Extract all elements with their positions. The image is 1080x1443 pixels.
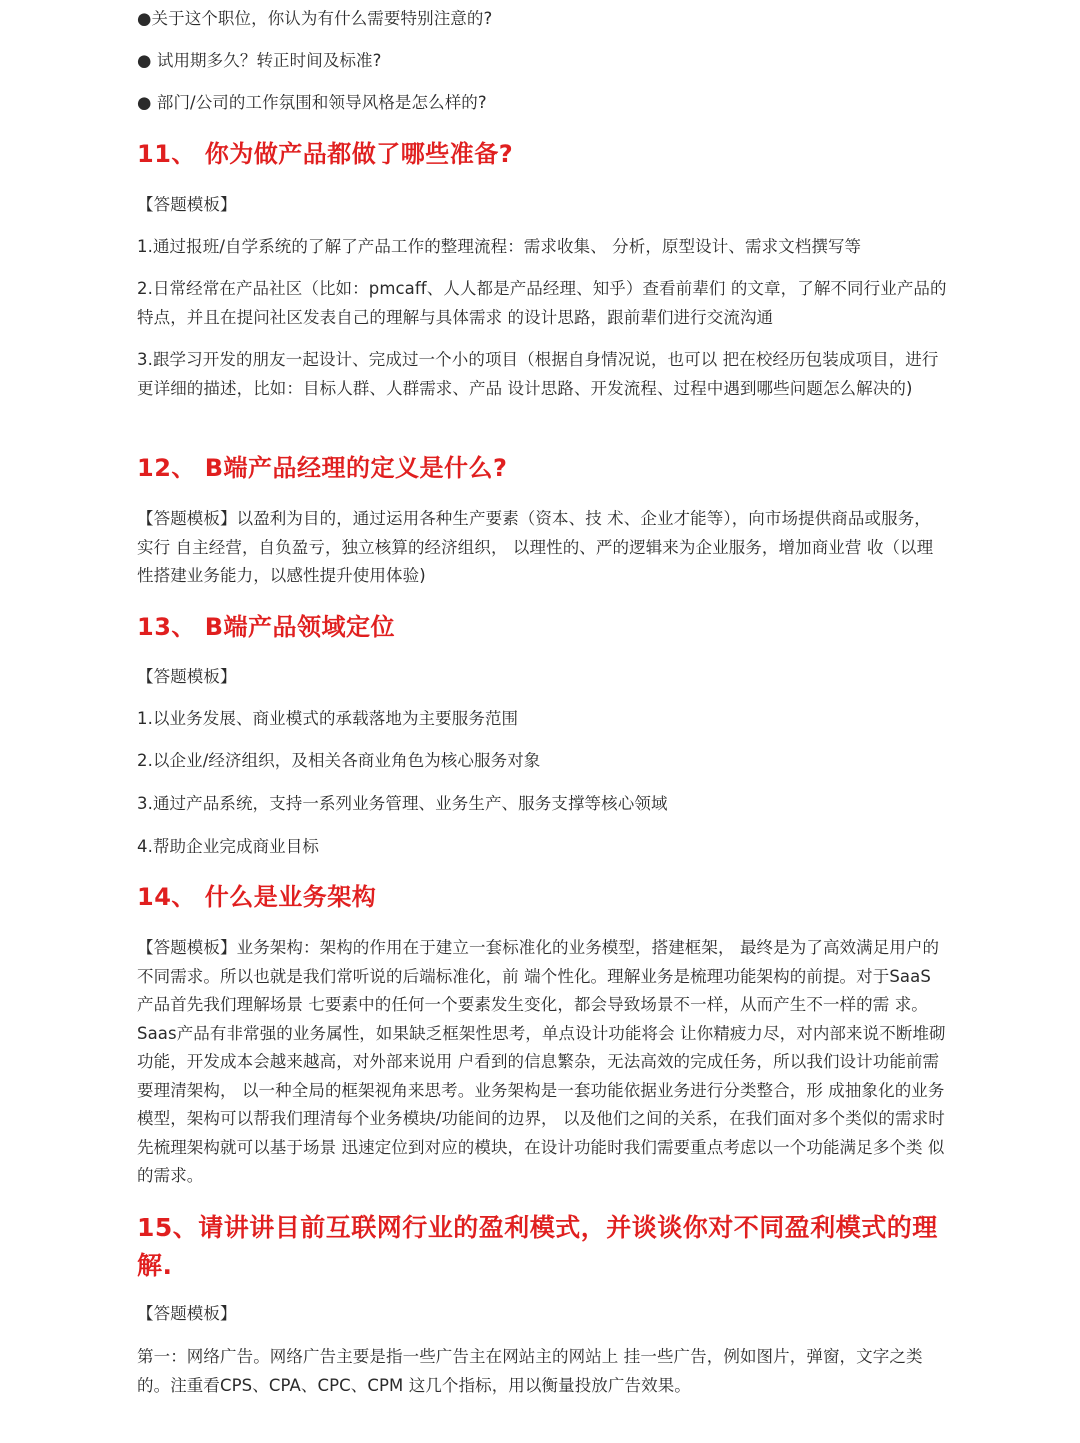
bullet-line: ●关于这个职位，你认为有什么需要特别注意的? <box>137 9 493 28</box>
question-12-heading: 12、 B端产品经理的定义是什么? <box>137 454 508 482</box>
answer-template-label: 【答题模板】 <box>137 667 237 686</box>
answer-point: 2.日常经常在产品社区（比如：pmcaff、人人都是产品经理、知乎）查看前辈们 的文章，了解不同行业产品的特点，并且在提问社区发表自己的理解与具体需求 的设计思路，跟前辈们进行交流沟通 <box>137 279 947 327</box>
question-14-heading: 14、 什么是业务架构 <box>137 883 377 911</box>
answer-paragraph: 【答题模板】业务架构：架构的作用在于建立一套标准化的业务模型，搭建框架， 最终是为了高效满足用户的不同需求。所以也就是我们常听说的后端标准化，前 端个性化。理解业务是梳理功能架构的前提。对于SaaS产品首先我们理解场景 七要素中的任何一个要素发生变化，都会导致场景不一样，从而产生不一样的需 求。Saas产品有非常强的业务属性，如果缺乏框架性思考，单点设计功能将会 让你精疲力尽，对内部来说不断堆砌功能，开发成本会越来越高，对外部来说用 户看到的信息繁杂，无法高效的完成任务，所以我们设计功能前需要理清架构， 以一种全局的框架视角来思考。业务架构是一套功能依据业务进行分类整合，形 成抽象化的业务模型，架构可以帮我们理清每个业务模块/功能间的边界， 以及他们之间的关系，在我们面对多个类似的需求时先梳理架构就可以基于场景 迅速定位到对应的模块，在设计功能时我们需要重点考虑以一个功能满足多个类 似的需求。 <box>137 938 946 1185</box>
bullet-line: ● 试用期多久？转正时间及标准? <box>137 51 382 70</box>
answer-point: 1.以业务发展、商业模式的承载落地为主要服务范围 <box>137 709 519 728</box>
answer-point: 4.帮助企业完成商业目标 <box>137 837 319 856</box>
answer-point: 3.跟学习开发的朋友一起设计、完成过一个小的项目（根据自身情况说，也可以 把在校经历包装成项目，进行更详细的描述，比如：目标人群、人群需求、产品 设计思路、开发流程、过程中遇到哪些问题怎么解决的) <box>137 350 939 398</box>
bullet-line: ● 部门/公司的工作氛围和领导风格是怎么样的? <box>137 93 487 112</box>
answer-template-label: 【答题模板】 <box>137 1304 237 1323</box>
answer-point: 2.以企业/经济组织，及相关各商业角色为核心服务对象 <box>137 751 541 770</box>
answer-point: 3.通过产品系统，支持一系列业务管理、业务生产、服务支撑等核心领域 <box>137 794 668 813</box>
answer-template-label: 【答题模板】 <box>137 195 237 214</box>
question-15-heading: 15、请讲讲目前互联网行业的盈利模式，并谈谈你对不同盈利模式的理解. <box>137 1213 938 1280</box>
answer-paragraph: 【答题模板】以盈利为目的，通过运用各种生产要素（资本、技 术、企业才能等），向市场提供商品或服务，实行 自主经营，自负盈亏，独立核算的经济组织， 以理性的、严的逻辑来为企业服务，增加商业营 收（以理性搭建业务能力，以感性提升使用体验) <box>137 509 934 585</box>
answer-paragraph: 第一：网络广告。网络广告主要是指一些广告主在网站主的网站上 挂一些广告，例如图片，弹窗，文字之类的。注重看CPS、CPA、CPC、CPM 这几个指标，用以衡量投放广告效果。 <box>137 1347 923 1395</box>
answer-point: 1.通过报班/自学系统的了解了产品工作的整理流程：需求收集、 分析，原型设计、需求文档撰写等 <box>137 237 862 256</box>
question-11-heading: 11、 你为做产品都做了哪些准备? <box>137 140 514 168</box>
question-13-heading: 13、 B端产品领域定位 <box>137 613 396 641</box>
